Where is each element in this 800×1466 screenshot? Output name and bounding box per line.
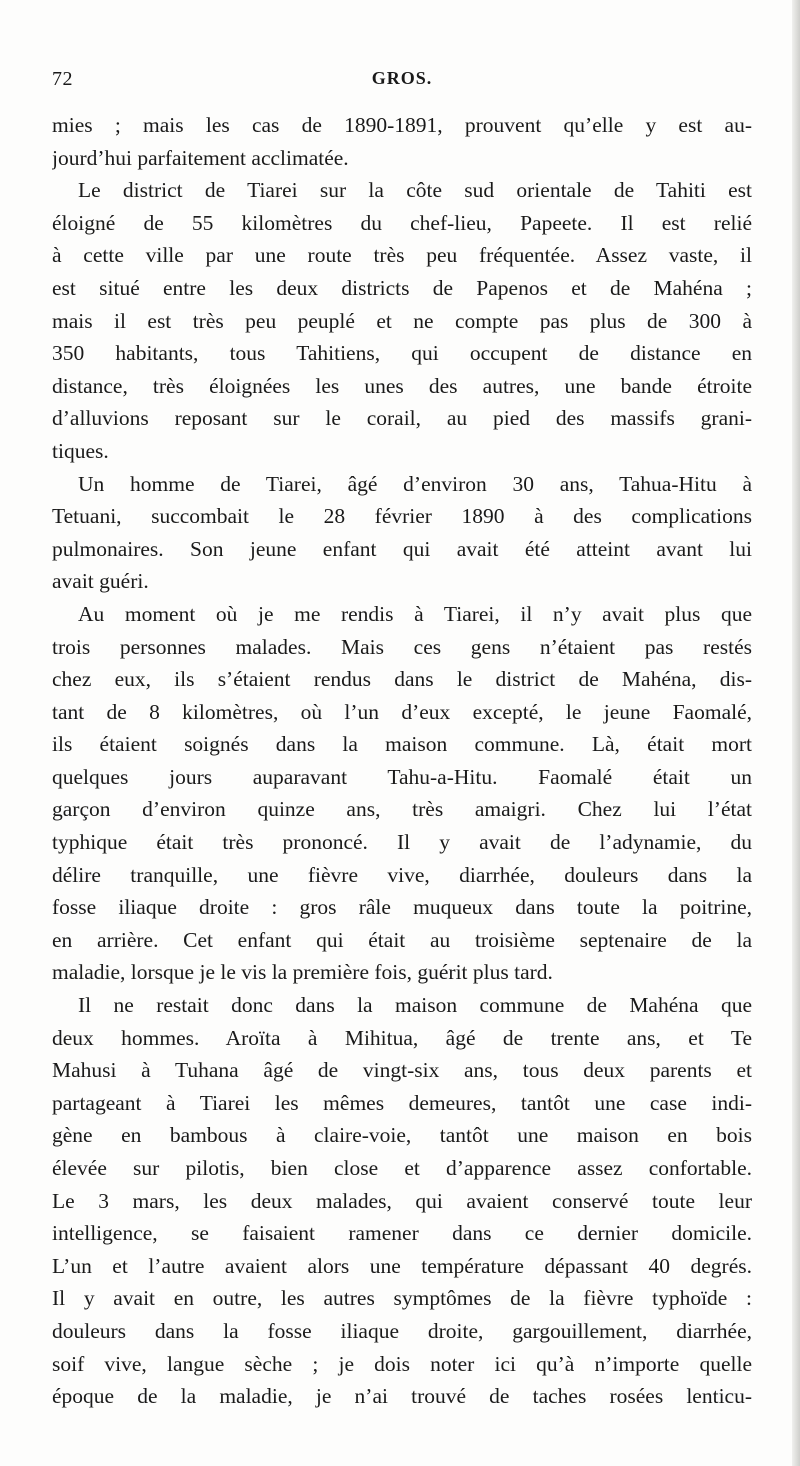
text-line: 350 habitants, tous Tahitiens, qui occupent de distance en bbox=[52, 341, 752, 366]
text-line: trois personnes malades. Mais ces gens n’étaient pas restés bbox=[52, 634, 752, 659]
text-line: jourd’hui parfaitement acclimatée. bbox=[52, 145, 349, 170]
text-line: garçon d’environ quinze ans, très amaigri. Chez lui l’état bbox=[52, 797, 752, 822]
text-line: Tetuani, succombait le 28 février 1890 à des complications bbox=[52, 504, 752, 529]
text-line: mais il est très peu peuplé et ne compte pas plus de 300 à bbox=[52, 308, 752, 333]
running-head: GROS. bbox=[371, 68, 433, 88]
text-line: distance, très éloignées les unes des autres, une bande étroite bbox=[52, 373, 752, 398]
text-line: avait guéri. bbox=[52, 569, 149, 594]
text-line: est situé entre les deux districts de Papenos et de Mahéna ; bbox=[52, 275, 752, 300]
page-number: 72 bbox=[52, 68, 73, 90]
text-line: douleurs dans la fosse iliaque droite, gargouillement, diarrhée, bbox=[52, 1318, 752, 1343]
text-line: maladie, lorsque je le vis la première fois, guérit plus tard. bbox=[52, 960, 553, 985]
body-text bbox=[52, 109, 752, 1413]
text-line: délire tranquille, une fièvre vive, diarrhée, douleurs dans la bbox=[52, 862, 752, 887]
text-line: fosse iliaque droite : gros râle muqueux dans toute la poitrine, bbox=[52, 895, 752, 920]
text-line: gène en bambous à claire-voie, tantôt une maison en bois bbox=[52, 1123, 752, 1148]
text-line: Le district de Tiarei sur la côte sud orientale de Tahiti est bbox=[78, 178, 752, 203]
text-line: élevée sur pilotis, bien close et d’apparence assez confortable. bbox=[52, 1156, 752, 1180]
text-line: tant de 8 kilomètres, où l’un d’eux excepté, le jeune Faomalé, bbox=[52, 699, 752, 724]
text-line: intelligence, se faisaient ramener dans ce dernier domicile. bbox=[52, 1221, 752, 1246]
text-line: chez eux, ils s’étaient rendus dans le district de Mahéna, dis- bbox=[52, 667, 752, 692]
text-line: soif vive, langue sèche ; je dois noter ici qu’à n’importe quelle bbox=[52, 1351, 752, 1376]
text-line: ils étaient soignés dans la maison commune. Là, était mort bbox=[52, 732, 752, 757]
text-line: pulmonaires. Son jeune enfant qui avait été atteint avant lui bbox=[52, 536, 752, 561]
text-line: Un homme de Tiarei, âgé d’environ 30 ans, Tahua-Hitu à bbox=[78, 471, 752, 496]
text-line: deux hommes. Aroïta à Mihitua, âgé de trente ans, et Te bbox=[52, 1025, 752, 1050]
text-line: partageant à Tiarei les mêmes demeures, tantôt une case indi- bbox=[52, 1090, 752, 1115]
text-line: Le 3 mars, les deux malades, qui avaient conservé toute leur bbox=[52, 1188, 752, 1213]
text-line: tiques. bbox=[52, 438, 109, 463]
text-line: mies ; mais les cas de 1890-1891, prouvent qu’elle y est au- bbox=[52, 113, 752, 137]
text-line: Au moment où je me rendis à Tiarei, il n’y avait plus que bbox=[78, 601, 752, 626]
page-header bbox=[52, 68, 752, 98]
text-line: L’un et l’autre avaient alors une température dépassant 40 degrés. bbox=[52, 1253, 752, 1278]
text-line: époque de la maladie, je n’ai trouvé de taches rosées lenticu- bbox=[52, 1384, 752, 1409]
text-line: Il y avait en outre, les autres symptômes de la fièvre typhoïde : bbox=[52, 1286, 752, 1311]
page-edge-shadow bbox=[792, 0, 800, 1466]
text-line: d’alluvions reposant sur le corail, au pied des massifs grani- bbox=[52, 406, 752, 431]
text-line: éloigné de 55 kilomètres du chef-lieu, Papeete. Il est relié bbox=[52, 210, 752, 235]
text-line: quelques jours auparavant Tahu-a-Hitu. Faomalé était un bbox=[52, 764, 752, 789]
text-line: Mahusi à Tuhana âgé de vingt-six ans, tous deux parents et bbox=[52, 1058, 752, 1083]
text-line: en arrière. Cet enfant qui était au troisième septenaire de la bbox=[52, 927, 752, 952]
text-line: typhique était très prononcé. Il y avait de l’adynamie, du bbox=[52, 830, 752, 855]
text-line: Il ne restait donc dans la maison commune de Mahéna que bbox=[78, 993, 752, 1018]
text-line: à cette ville par une route très peu fréquentée. Assez vaste, il bbox=[52, 243, 752, 268]
